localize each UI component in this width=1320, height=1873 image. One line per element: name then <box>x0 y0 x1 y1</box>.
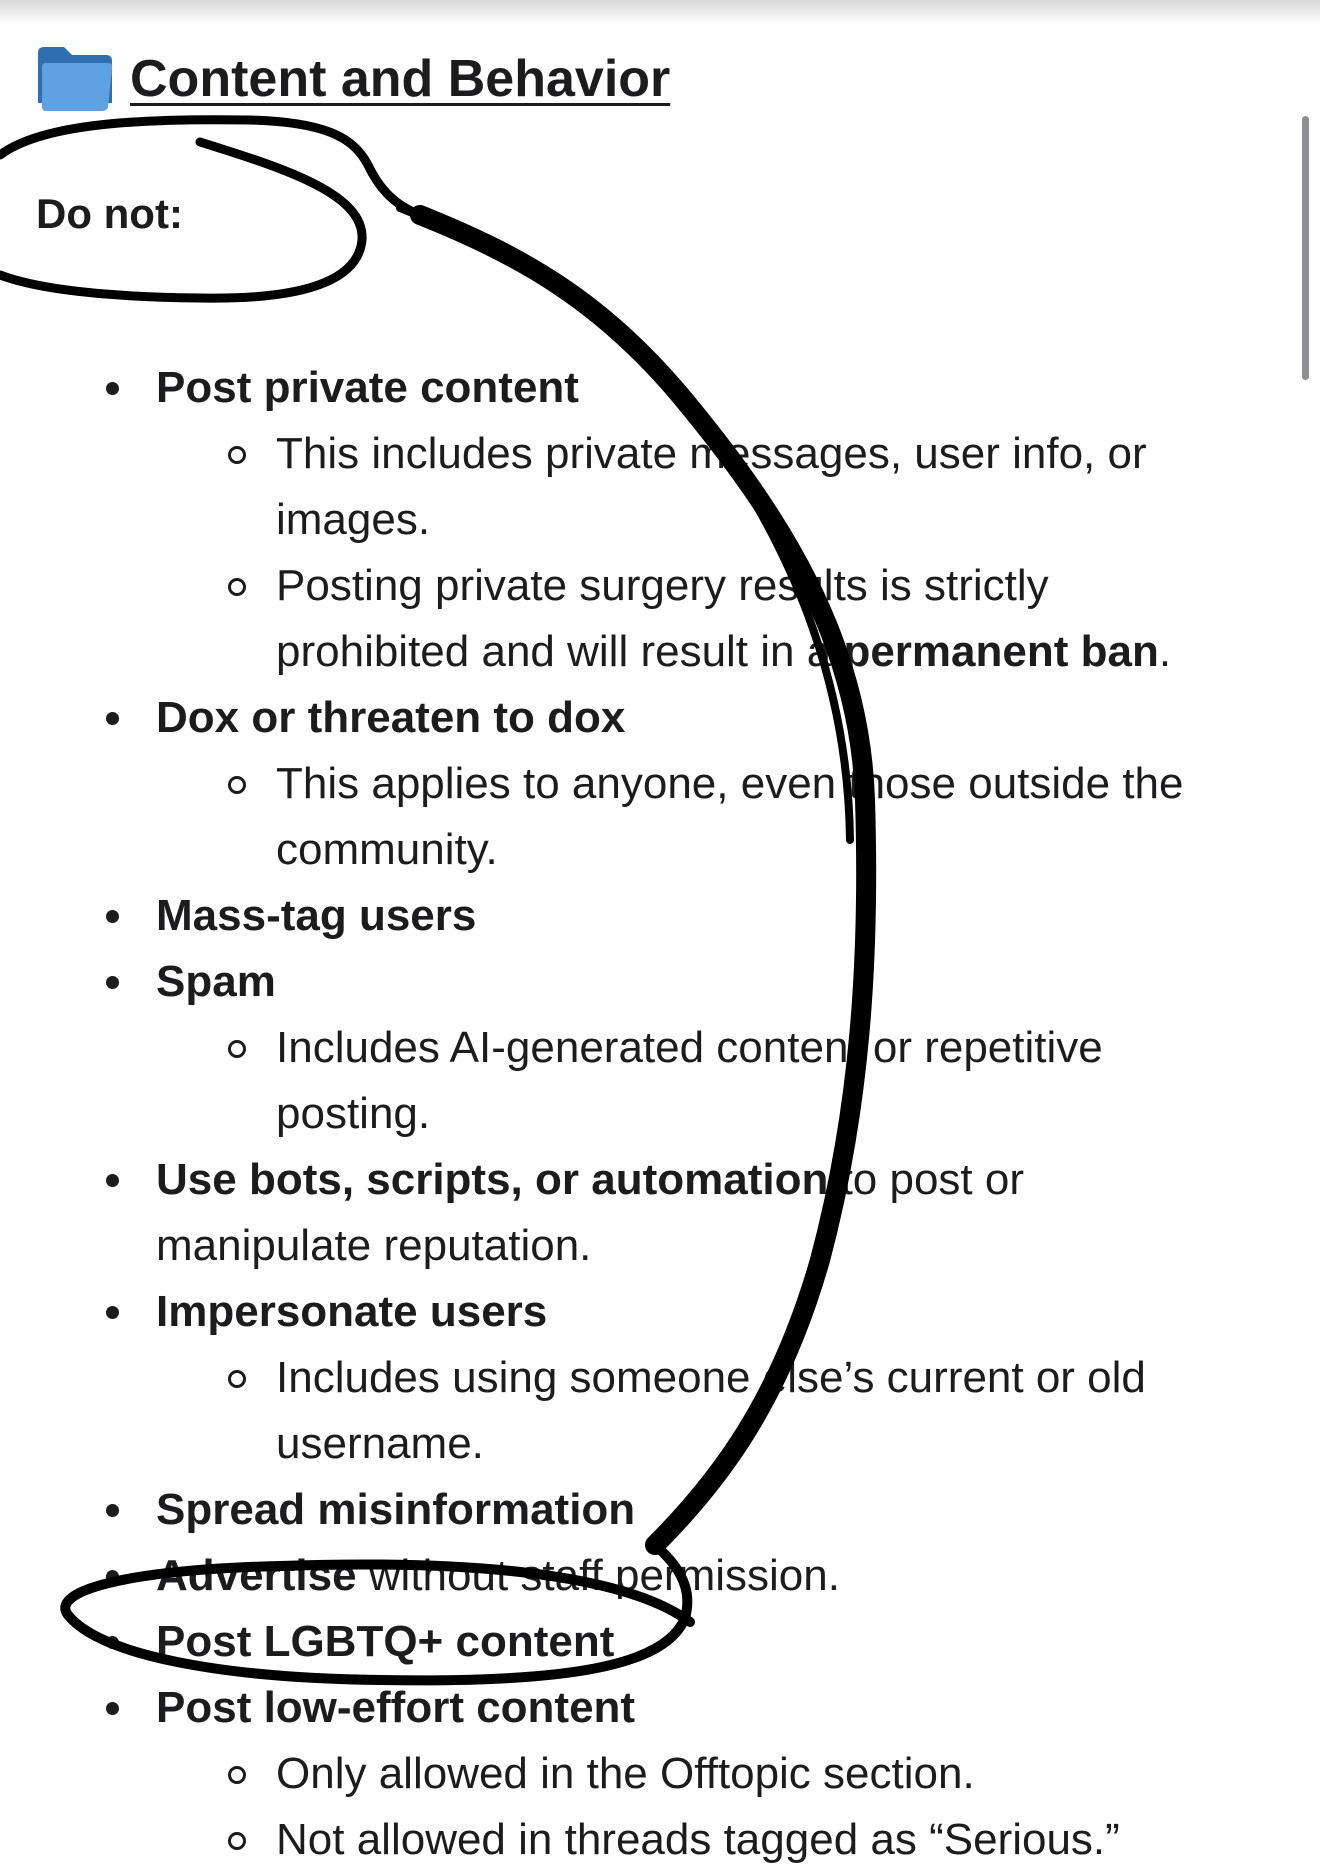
rules-list <box>0 355 1320 1873</box>
rule-item <box>0 1477 1226 1543</box>
rule-sub-item <box>156 1807 1226 1873</box>
sub-item-punct: . <box>1158 627 1172 676</box>
rule-sub-list <box>156 1345 1226 1477</box>
rule-continuation: to post or manipulate reputation. <box>156 1155 1025 1270</box>
scrollbar-thumb[interactable] <box>1302 116 1309 380</box>
rule-item <box>0 1675 1226 1873</box>
rule-item <box>0 1609 1226 1675</box>
rule-item <box>0 883 1226 949</box>
rule-continuation: without staff permission. <box>356 1551 840 1600</box>
do-not-label: Do not: <box>36 190 183 237</box>
folder-icon <box>36 45 114 113</box>
sub-item-text: This includes private messages, user info, or images. <box>276 429 1147 544</box>
rule-sub-item <box>156 1741 1226 1807</box>
rule-title: Spread misinformation <box>156 1485 636 1534</box>
top-edge-shadow <box>0 0 1320 24</box>
sub-item-text: Only allowed in the Offtopic section. <box>276 1749 975 1798</box>
sub-item-text: This applies to anyone, even those outside the community. <box>276 759 1184 874</box>
rule-item <box>0 1543 1226 1609</box>
rule-item <box>0 1279 1226 1477</box>
rule-item <box>0 949 1226 1147</box>
rule-sub-item <box>156 751 1226 883</box>
rule-title: Impersonate users <box>156 1287 548 1336</box>
rule-sub-item <box>156 1345 1226 1477</box>
rule-title: Dox or threaten to dox <box>156 693 626 742</box>
rule-title: Spam <box>156 957 276 1006</box>
rule-title: Post LGBTQ+ content <box>156 1617 615 1666</box>
sub-item-emphasis: permanent ban <box>843 627 1159 676</box>
section-heading <box>36 44 670 114</box>
sub-item-text: Includes using someone else’s current or old username. <box>276 1353 1146 1468</box>
rule-sub-list <box>156 751 1226 883</box>
rule-title: Mass-tag users <box>156 891 477 940</box>
rule-sub-list <box>156 421 1226 685</box>
sub-item-text: Includes AI-generated content or repetitive posting. <box>276 1023 1103 1138</box>
sub-item-text: Posting private surgery results is strictly prohibited and will result in a <box>276 561 1049 676</box>
rule-item <box>0 685 1226 883</box>
rule-item <box>0 355 1226 685</box>
rule-item <box>0 1147 1226 1279</box>
rule-sub-list <box>156 1015 1226 1147</box>
rule-sub-item <box>156 553 1226 685</box>
rule-title: Advertise <box>156 1551 357 1600</box>
rule-sub-item <box>156 1015 1226 1147</box>
section-title-link[interactable]: Content and Behavior <box>130 50 671 108</box>
rule-sub-item <box>156 421 1226 553</box>
sub-item-text: Not allowed in threads tagged as “Serious.” <box>276 1815 1120 1864</box>
rule-title: Post low-effort content <box>156 1683 636 1732</box>
rule-title: Use bots, scripts, or automation <box>156 1155 829 1204</box>
rule-sub-list <box>156 1741 1226 1873</box>
rule-title: Post private content <box>156 363 579 412</box>
